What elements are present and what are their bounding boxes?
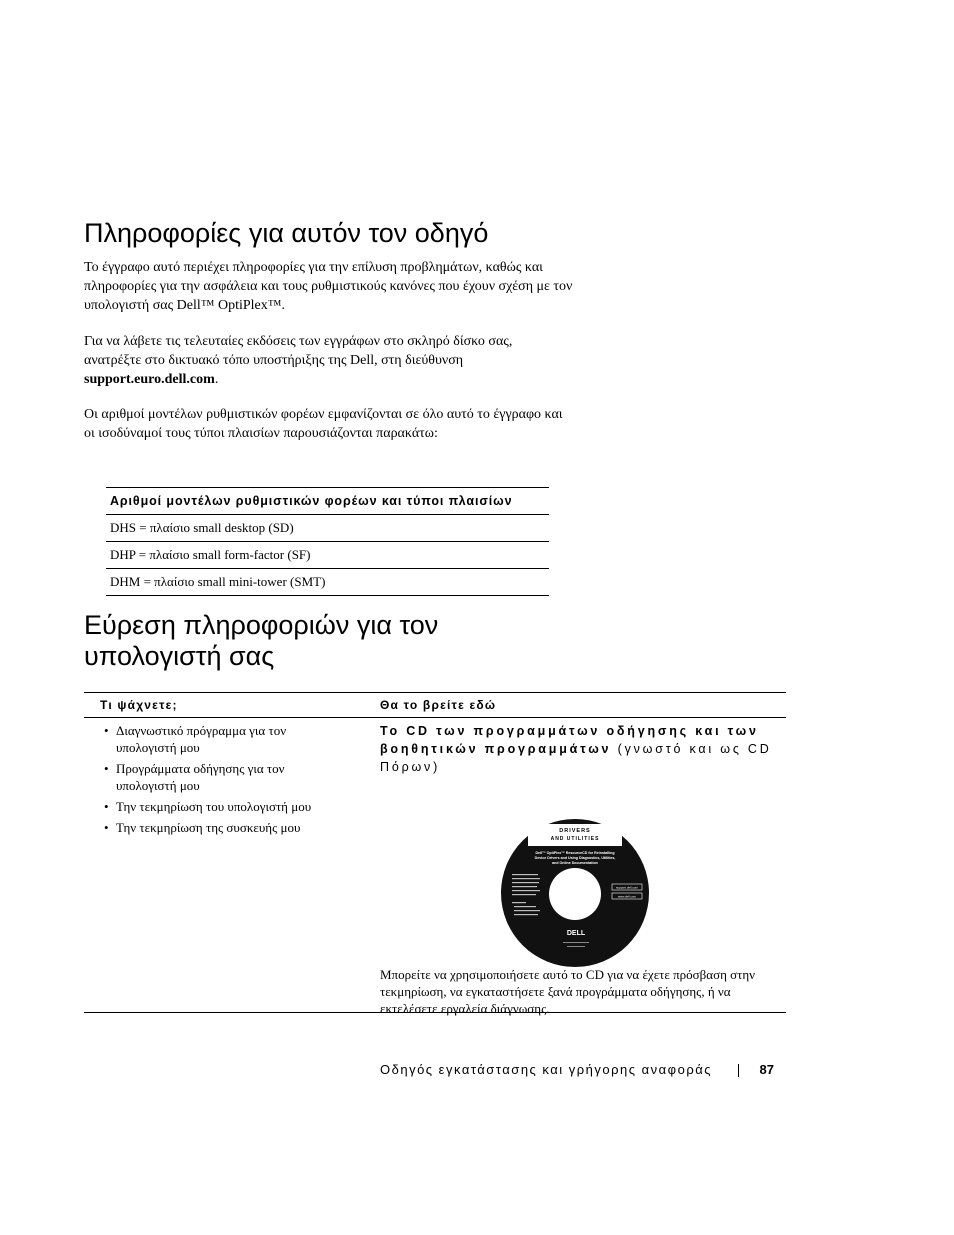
info-table-header bbox=[84, 692, 786, 718]
list-item: • Προγράμματα οδήγησης για τον υπολογιστή μου bbox=[102, 760, 342, 794]
cd-label-top2: AND UTILITIES bbox=[550, 836, 600, 842]
cd-copyright-line bbox=[563, 942, 589, 943]
table-row: DHS = πλαίσιο small desktop (SD) bbox=[106, 515, 549, 542]
page-footer bbox=[380, 1062, 774, 1077]
latest-docs-end: . bbox=[214, 372, 219, 387]
info-table-body bbox=[84, 718, 786, 1016]
intro-paragraph: Το έγγραφο αυτό περιέχει πληροφορίες για την επίλυση προβλημάτων, καθώς και πληροφορίες για την ασφάλεια και τους ρυθμιστικούς κανόνες που έχουν σχέση με τον υπολογιστή σας Dell™ OptiPlex™. bbox=[84, 260, 573, 313]
page-number: 87 bbox=[759, 1062, 774, 1077]
cd-title-bold: Το CD των προγραμμάτων οδήγησης και των βοηθητικών προγραμμάτων bbox=[380, 724, 759, 756]
footer-separator bbox=[738, 1064, 739, 1077]
drivers-utilities-cd-image bbox=[500, 818, 650, 968]
section-title-line2: υπολογιστή σας bbox=[84, 641, 275, 671]
cd-rights-line bbox=[567, 946, 585, 947]
cd-label-line1: Dell™ OptiPlex™ ResourceCD for Reinstalling bbox=[535, 851, 615, 855]
cd-title bbox=[380, 722, 780, 776]
footer-title: Οδηγός εγκατάστασης και γρήγορης αναφοράς bbox=[380, 1062, 713, 1077]
col-header-find-here: Θα το βρείτε εδώ bbox=[380, 698, 497, 712]
list-item: • Διαγνωστικό πρόγραμμα για τον υπολογιστή μου bbox=[102, 722, 342, 756]
list-item: • Την τεκμηρίωση της συσκευής μου bbox=[102, 819, 342, 836]
cd-label-line2: Device Drivers and Using Diagnostics, Utilities, bbox=[534, 856, 616, 860]
cd-center-hole bbox=[549, 868, 601, 920]
cd-label-top: DRIVERS bbox=[559, 828, 591, 834]
latest-docs-text: Για να λάβετε τις τελευταίες εκδόσεις των εγγράφων στο σκληρό δίσκο σας, ανατρέξτε στο δικτυακό τόπο υποστήριξης της Dell, στη διεύθυνση bbox=[84, 334, 513, 368]
section-title-find-info bbox=[84, 610, 438, 672]
list-item: • Την τεκμηρίωση του υπολογιστή μου bbox=[102, 798, 342, 815]
section-title-about-guide: Πληροφορίες για αυτόν τον οδηγό bbox=[84, 218, 489, 248]
cd-title-rest: (γνωστό και ως CD Πόρων) bbox=[380, 742, 772, 774]
chassis-table-header: Αριθμοί μοντέλων ρυθμιστικών φορέων και τύποι πλαισίων bbox=[106, 488, 549, 515]
dell-logo: DELL bbox=[566, 930, 586, 937]
section-title-line1: Εύρεση πληροφοριών για τον bbox=[84, 610, 439, 640]
col-header-looking-for: Τι ψάχνετε; bbox=[100, 698, 178, 712]
needs-list bbox=[102, 722, 342, 840]
cd-label-line3: and Online Documentation bbox=[552, 861, 598, 865]
cd-url-2: www.dell.com bbox=[617, 894, 637, 899]
regulatory-paragraph: Οι αριθμοί μοντέλων ρυθμιστικών φορέων εμφανίζονται σε όλο αυτό το έγγραφο και οι ισοδύναμοί τους τύποι πλαισίων παρουσιάζονται παρακάτω: bbox=[84, 407, 563, 441]
cd-note: Μπορείτε να χρησιμοποιήσετε αυτό το CD για να έχετε πρόσβαση στην τεκμηρίωση, να εγκαταστήσετε ξανά προγράμματα οδήγησης, ή να εκτελέσετε εργαλεία διάγνωσης. bbox=[380, 967, 756, 1016]
info-table bbox=[84, 692, 786, 1016]
table-row: DHM = πλαίσιο small mini-tower (SMT) bbox=[106, 569, 549, 596]
chassis-table bbox=[106, 487, 549, 596]
cd-url-1: support.dell.com bbox=[615, 885, 639, 890]
table-row: DHP = πλαίσιο small form-factor (SF) bbox=[106, 542, 549, 569]
latest-docs-paragraph bbox=[84, 332, 564, 389]
support-link[interactable]: support.euro.dell.com bbox=[84, 372, 215, 387]
